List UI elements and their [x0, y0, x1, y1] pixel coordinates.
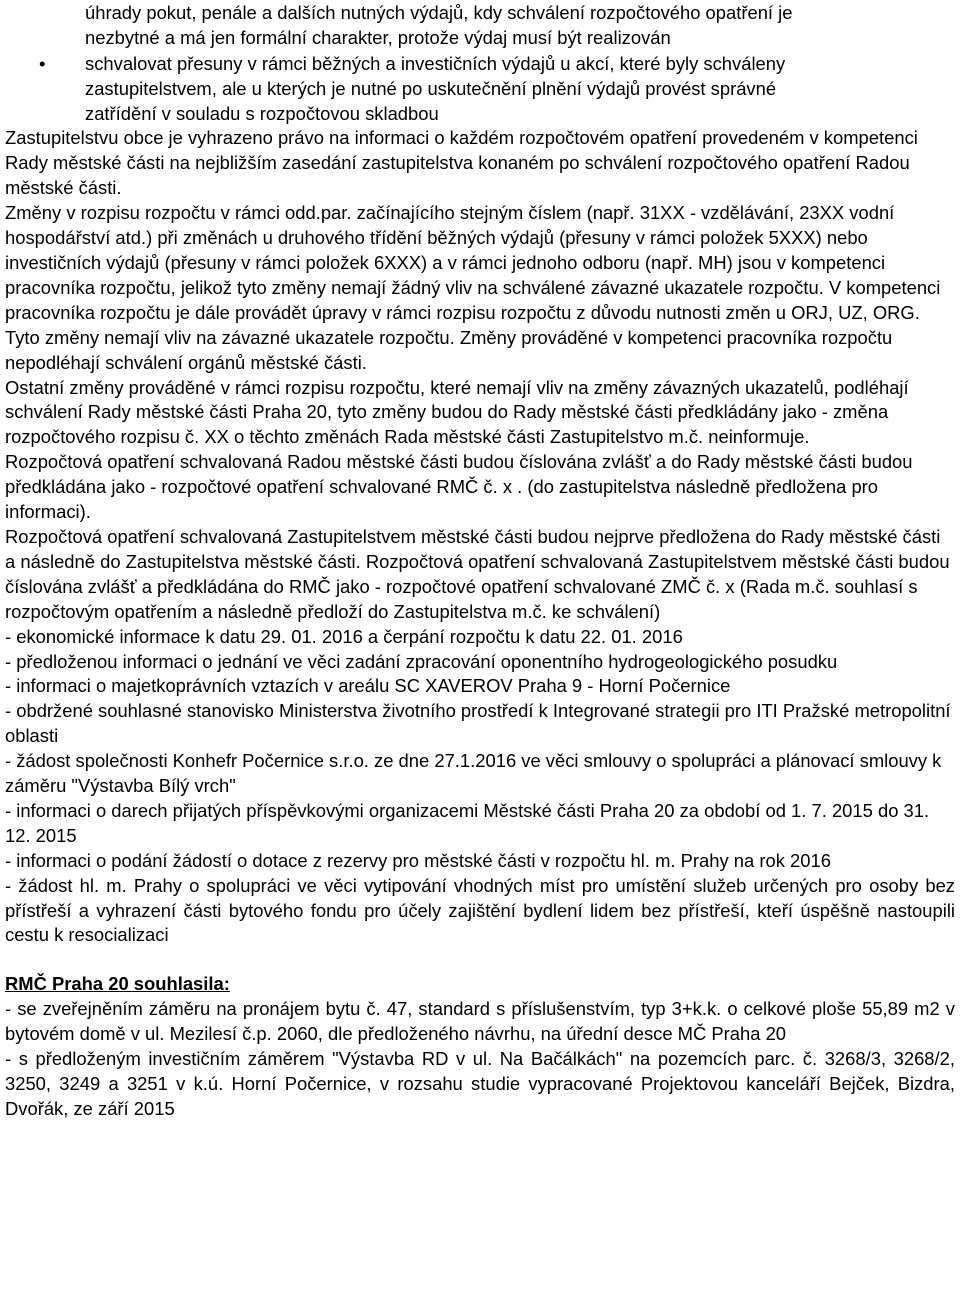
list-item: - s předloženým investičním záměrem "Výstavba RD v ul. Na Bačálkách" na pozemcích parc. č. 3268/3, 3268/2, 3250, 3249 a 3251 v k.ú. Horní Počernice, v rozsahu studie vypracované Projektovou kanceláří Bejček, Bizdra, Dvořák, ze září 2015: [5, 1048, 955, 1119]
bullet-item: [39, 51, 955, 127]
text-line: zastupitelstvem, ale u kterých je nutné po uskutečnění plnění výdajů provést správné: [85, 77, 777, 99]
section-heading: RMČ Praha 20 souhlasila:: [5, 973, 230, 995]
text-line: nezbytné a má jen formální charakter, protože výdaj musí být realizován: [85, 27, 671, 49]
list-item: - obdržené souhlasné stanovisko Ministerstva životního prostředí k Integrované strategii pro ITI Pražské metropolitní oblasti: [5, 700, 951, 747]
list-item: - žádost hl. m. Prahy o spolupráci ve věci vytipování vhodných míst pro umístění služeb určených pro osoby bez přístřeší a vyhrazení části bytového fondu pro účely zajištění bydlení lidem bez přístřeší, kteří úspěšně nastoupili cestu k resocializaci: [5, 874, 955, 946]
main-text: [5, 126, 955, 1121]
paragraph: Rozpočtová opatření schvalovaná Radou městské části budou číslována zvlášť a do Rady městské části budou předkládána jako - rozpočtové opatření schvalované RMČ č. x . (do zastupitelstva následně předložena pro informaci).: [5, 451, 913, 523]
text-line: úhrady pokut, penále a dalších nutných výdajů, kdy schválení rozpočtového opatření je: [85, 2, 793, 23]
list-item: - se zveřejněním záměru na pronájem bytu č. 47, standard s příslušenstvím, typ 3+k.k. o celkové ploše 55,89 m2 v bytovém domě v ul. Mezilesí č.p. 2060, dle předloženého návrhu, na úřední desce MČ Praha 20: [5, 998, 955, 1045]
paragraph: Rozpočtová opatření schvalovaná Zastupitelstvem městské části budou nejprve předložena do Rady městské části a následně do Zastupitelstva městské části. Rozpočtová opatření schvalovaná Zastupitelstvem městské části budou číslována zvlášť a předkládána do RMČ jako - rozpočtové opatření schvalované ZMČ č. x (Rada m.č. souhlasí s rozpočtovým opatřením a následně předloží do Zastupitelstva m.č. ke schválení): [5, 525, 950, 622]
text-line: schvalovat přesuny v rámci běžných a investičních výdajů u akcí, které byly schváleny: [85, 52, 786, 74]
bullet-icon: •: [39, 52, 46, 74]
paragraph: Ostatní změny prováděné v rámci rozpisu rozpočtu, které nemají vliv na změny závazných ukazatelů, podléhají schválení Rady městské části Praha 20, tyto změny budou do Rady městské části předkládány jako - změna rozpočtového rozpisu č. XX o těchto změnách Rada městské části Zastupitelstvo m.č. neinformuje.: [5, 376, 909, 448]
list-item: - žádost společnosti Konhefr Počernice s.r.o. ze dne 27.1.2016 ve věci smlouvy o spolupráci a plánovací smlouvy k záměru "Výstavba Bílý vrch": [5, 750, 942, 797]
paragraph: Zastupitelstvu obce je vyhrazeno právo na informaci o každém rozpočtovém opatření provedeném v kompetenci Rady městské části na nejbližším zasedání zastupitelstva konaném po schválení rozpočtového opatření Radou městské části.: [5, 127, 918, 199]
list-item: - informaci o podání žádostí o dotace z rezervy pro městské části v rozpočtu hl. m. Prahy na rok 2016: [5, 849, 831, 871]
text-line: zatřídění v souladu s rozpočtovou skladbou: [85, 103, 439, 125]
list-item: - informaci o majetkoprávních vztazích v areálu SC XAVEROV Praha 9 - Horní Počernice: [5, 675, 731, 697]
list-item: - informaci o darech přijatých příspěvkovými organizacemi Městské části Praha 20 za období od 1. 7. 2015 do 31. 12. 2015: [5, 799, 930, 846]
document-body: [5, 0, 955, 1122]
bullet-item-continuation: [85, 0, 955, 51]
list-item: - předloženou informaci o jednání ve věci zadání zpracování oponentního hydrogeologického posudku: [5, 650, 838, 672]
bullet-list: [39, 0, 955, 126]
list-item: - ekonomické informace k datu 29. 01. 2016 a čerpání rozpočtu k datu 22. 01. 2016: [5, 625, 683, 647]
paragraph: Změny v rozpisu rozpočtu v rámci odd.par. začínajícího stejným číslem (např. 31XX - vzdělávání, 23XX vodní hospodářství atd.) při změnách u druhového třídění běžných výdajů (přesuny v rámci položek 5XXX) nebo investičních výdajů (přesuny v rámci položek 6XXX) a v rámci jednoho odboru (např. MH) jsou v kompetenci pracovníka rozpočtu, jelikož tyto změny nemají žádný vliv na schválené závazné ukazatele rozpočtu. V kompetenci pracovníka rozpočtu je dále provádět úpravy v rámci rozpisu rozpočtu z důvodu nutnosti změn u ORJ, UZ, ORG. Tyto změny nemají vliv na závazné ukazatele rozpočtu. Změny prováděné v kompetenci pracovníka rozpočtu nepodléhají schválení orgánů městské části.: [5, 202, 941, 373]
spacer: [5, 948, 955, 972]
